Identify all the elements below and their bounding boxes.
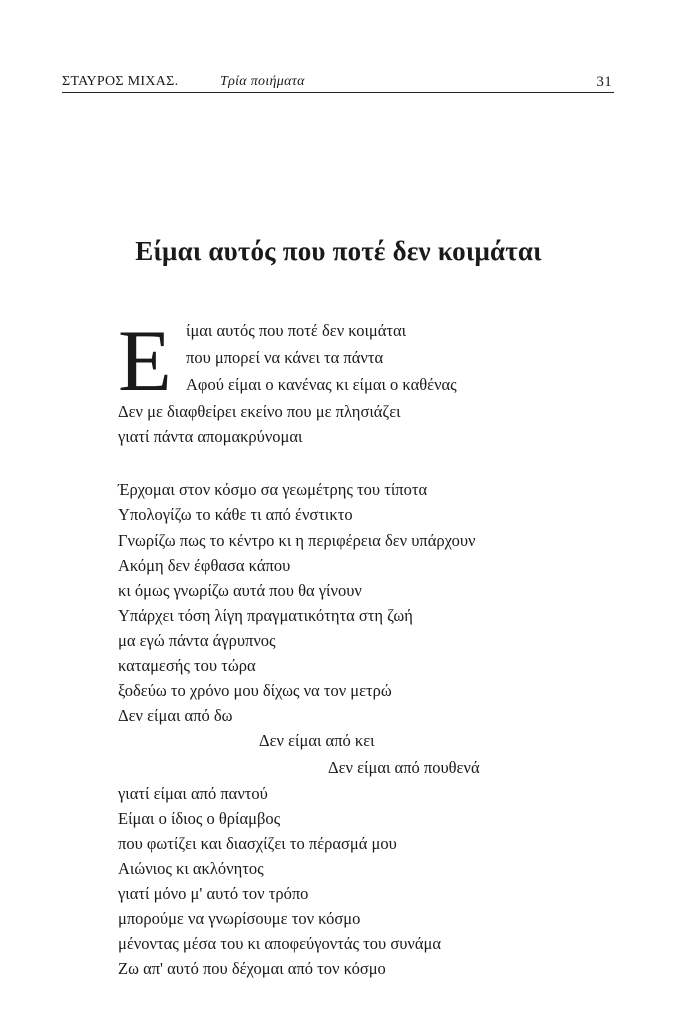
drop-cap: Ε [118, 313, 172, 410]
poem-line: καταμεσής του τώρα [118, 656, 256, 675]
header-book-title: Τρία ποιήματα [220, 74, 305, 89]
poem-line: Δεν είμαι από πουθενά [328, 758, 480, 777]
poem-line: που φωτίζει και διασχίζει το πέρασμά μου [118, 834, 397, 853]
poem-line: Είμαι ο ίδιος ο θρίαμβος [118, 809, 281, 828]
poem-line: κι όμως γνωρίζω αυτά που θα γίνουν [118, 581, 362, 600]
header-author: ΣΤΑΥΡΟΣ ΜΙΧΑΣ. [62, 74, 179, 89]
poem-line: Έρχομαι στον κόσμο σα γεωμέτρης του τίποτα [118, 480, 428, 499]
poem-line: ξοδεύω το χρόνο μου δίχως να τον μετρώ [118, 681, 392, 700]
poem-line: γιατί μόνο μ' αυτό τον τρόπο [118, 884, 309, 903]
poem-line: Δεν είμαι από δω [118, 706, 233, 725]
poem-line: Υπολογίζω το κάθε τι από ένστικτο [118, 505, 353, 524]
poem-title: Είμαι αυτός που ποτέ δεν κοιμάται [135, 236, 542, 266]
poem-line: Ακόμη δεν έφθασα κάπου [118, 556, 291, 575]
poem-line: Υπάρχει τόση λίγη πραγματικότητα στη ζωή [118, 606, 413, 625]
page-number: 31 [596, 74, 612, 90]
poem-line: Γνωρίζω πως το κέντρο κι η περιφέρεια δεν υπάρχουν [118, 531, 476, 550]
running-header [62, 70, 614, 92]
poem-line: που μπορεί να κάνει τα πάντα [186, 348, 384, 367]
poem-line: Δεν είμαι από κει [259, 731, 375, 750]
poem-line: γιατί είμαι από παντού [118, 784, 268, 803]
header-rule [62, 92, 614, 93]
poem-line: Αιώνιος κι ακλόνητος [118, 859, 264, 878]
poem-line: Ζω απ' αυτό που δέχομαι από τον κόσμο [118, 959, 386, 978]
poem-line: μπορούμε να γνωρίσουμε τον κόσμο [118, 909, 361, 928]
poem-line: Αφού είμαι ο κανένας κι είμαι ο καθένας [186, 375, 457, 394]
poem-line: μένοντας μέσα του κι αποφεύγοντάς του συνάμα [118, 934, 441, 953]
poem-line: Δεν με διαφθείρει εκείνο που με πλησιάζει [118, 402, 401, 421]
poem-line: γιατί πάντα απομακρύνομαι [118, 427, 303, 446]
poem-line: ίμαι αυτός που ποτέ δεν κοιμάται [186, 321, 407, 340]
poem-line: μα εγώ πάντα άγρυπνος [118, 631, 276, 650]
